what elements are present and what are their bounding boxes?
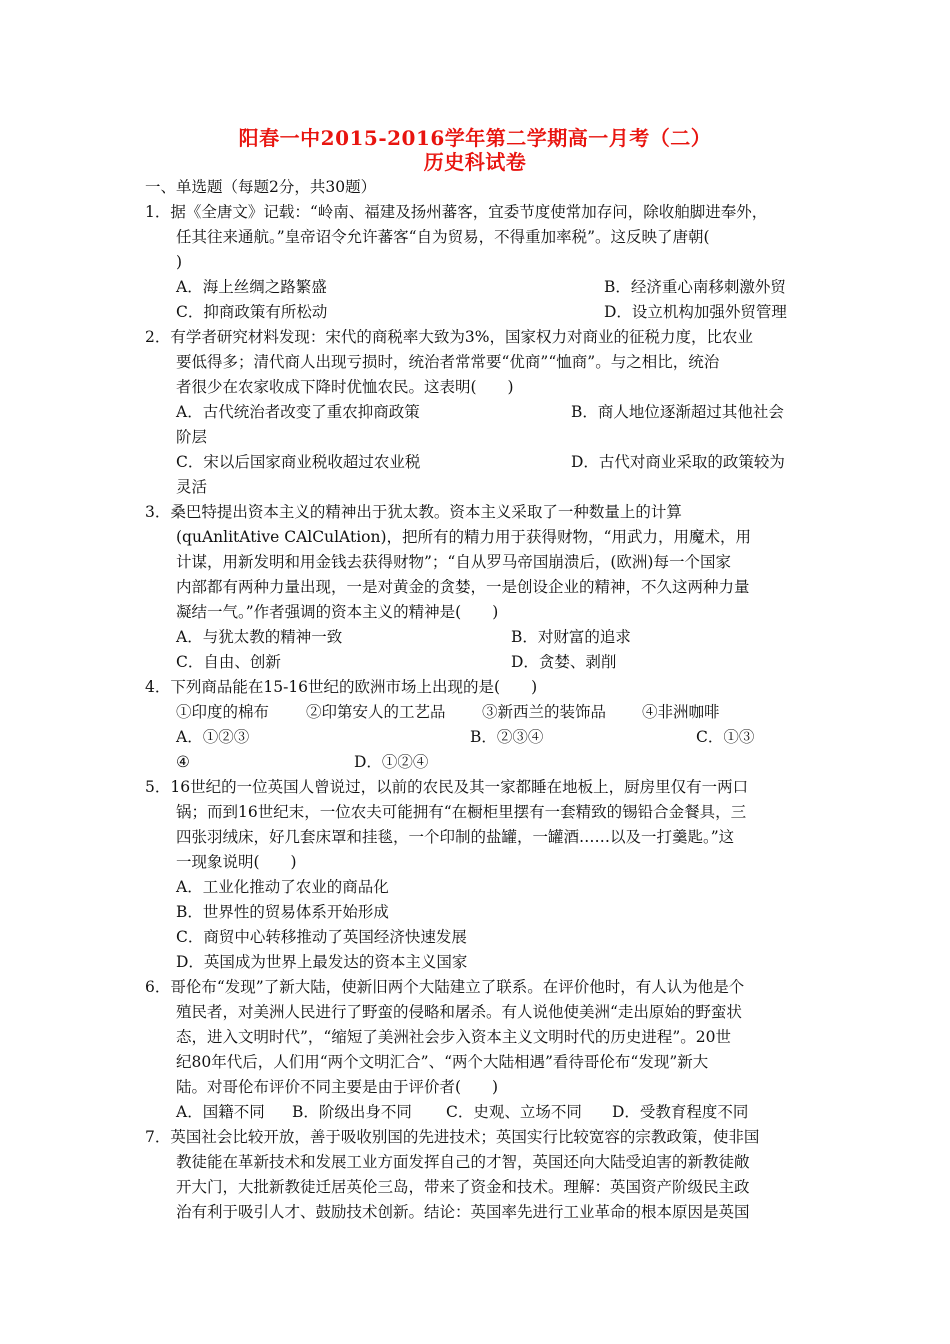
option-a: A．工业化推动了农业的商品化 bbox=[176, 878, 389, 896]
option-c: C．自由、创新 bbox=[176, 653, 281, 671]
option-d-continued: 灵活 bbox=[176, 478, 208, 496]
option-a: A．国籍不同 bbox=[176, 1103, 265, 1121]
question-text-line: 计谋，用新发明和用金钱去获得财物”；“自从罗马帝国崩溃后，(欧洲)每一个国家 bbox=[176, 553, 731, 571]
option-c-continued: ④ bbox=[176, 753, 190, 771]
option-c: C．史观、立场不同 bbox=[446, 1103, 582, 1121]
option-b: B．对财富的追求 bbox=[511, 628, 631, 646]
option-a: A．海上丝绸之路繁盛 bbox=[176, 278, 327, 296]
option-d: D．贪婪、剥削 bbox=[511, 653, 617, 671]
question-text-line: 陆。对哥伦布评价不同主要是由于评价者( ) bbox=[176, 1078, 499, 1096]
option-d: D．受教育程度不同 bbox=[612, 1103, 749, 1121]
question-text-line: 者很少在农家收成下降时优恤农民。这表明( ) bbox=[176, 378, 514, 396]
question-text-line: 纪80年代后，人们用“两个文明汇合”、“两个大陆相遇”看待哥伦布“发现”新大 bbox=[176, 1053, 709, 1071]
page-title: 阳春一中2015-2016学年第二学期高一月考（二） bbox=[238, 126, 712, 150]
question-text-line: 要低得多；清代商人出现亏损时，统治者常常要“优商”“恤商”。与之相比，统治 bbox=[176, 353, 720, 371]
option-b: B．阶级出身不同 bbox=[292, 1103, 412, 1121]
question-text-line: 四张羽绒床，好几套床罩和挂毯，一个印制的盐罐，一罐酒……以及一打羹匙。”这 bbox=[176, 828, 735, 846]
option-c: C．①③ bbox=[696, 728, 755, 746]
option-c: C．商贸中心转移推动了英国经济快速发展 bbox=[176, 928, 467, 946]
option-d: D．古代对商业采取的政策较为 bbox=[571, 453, 785, 471]
question-text-line: 锅；而到16世纪末，一位农夫可能拥有“在橱柜里摆有一套精致的锡铅合金餐具，三 bbox=[176, 803, 747, 821]
option-b-continued: 阶层 bbox=[176, 428, 208, 446]
question-text-line: 1．据《全唐文》记载：“岭南、福建及扬州蕃客，宜委节度使常加存问，除收舶脚进奉外， bbox=[145, 203, 768, 221]
option-d: D．①②④ bbox=[354, 753, 429, 771]
question-text-line: 殖民者，对美洲人民进行了野蛮的侵略和屠杀。有人说他使美洲“走出原始的野蛮状 bbox=[176, 1003, 742, 1021]
item-2: ②印第安人的工艺品 bbox=[306, 703, 446, 721]
question-text-line: 4．下列商品能在15-16世纪的欧洲市场上出现的是( ) bbox=[145, 678, 538, 696]
option-b: B．商人地位逐渐超过其他社会 bbox=[571, 403, 784, 421]
question-text-line: 治有利于吸引人才、鼓励技术创新。结论：英国率先进行工业革命的根本原因是英国 bbox=[176, 1203, 750, 1221]
item-3: ③新西兰的装饰品 bbox=[482, 703, 607, 721]
section-heading: 一、单选题（每题2分，共30题） bbox=[145, 178, 377, 196]
option-d: D．设立机构加强外贸管理 bbox=[604, 303, 787, 321]
question-text-line: ) bbox=[176, 253, 183, 271]
question-text-line: 2．有学者研究材料发现：宋代的商税率大致为3%，国家权力对商业的征税力度，比农业 bbox=[145, 328, 753, 346]
item-1: ①印度的棉布 bbox=[176, 703, 270, 721]
page-subtitle: 历史科试卷 bbox=[423, 150, 527, 174]
question-text-line: 教徒能在革新技术和发展工业方面发挥自己的才智，英国还向大陆受迫害的新教徒敞 bbox=[176, 1153, 750, 1171]
item-4: ④非洲咖啡 bbox=[642, 703, 720, 721]
question-text-line: 开大门，大批新教徒迁居英伦三岛，带来了资金和技术。理解：英国资产阶级民主政 bbox=[176, 1178, 750, 1196]
question-text-line: 6．哥伦布“发现”了新大陆，使新旧两个大陆建立了联系。在评价他时，有人认为他是个 bbox=[145, 978, 745, 996]
question-text-line: 3．桑巴特提出资本主义的精神出于犹太教。资本主义采取了一种数量上的计算 bbox=[145, 503, 682, 521]
question-text-line: 5．16世纪的一位英国人曾说过，以前的农民及其一家都睡在地板上，厨房里仅有一两口 bbox=[145, 778, 749, 796]
option-d: D．英国成为世界上最发达的资本主义国家 bbox=[176, 953, 468, 971]
question-text-line: 凝结一气。”作者强调的资本主义的精神是( ) bbox=[176, 603, 499, 621]
question-text-line: 内部都有两种力量出现，一是对黄金的贪婪，一是创设企业的精神，不久这两种力量 bbox=[176, 578, 750, 596]
option-a: A．与犹太教的精神一致 bbox=[176, 628, 343, 646]
option-c: C．抑商政策有所松动 bbox=[176, 303, 328, 321]
option-b: B．经济重心南移刺激外贸 bbox=[604, 278, 786, 296]
option-a: A．古代统治者改变了重农抑商政策 bbox=[176, 403, 420, 421]
question-text-line: 一现象说明( ) bbox=[176, 853, 297, 871]
option-b: B．②③④ bbox=[470, 728, 544, 746]
option-b: B．世界性的贸易体系开始形成 bbox=[176, 903, 389, 921]
option-c: C．宋以后国家商业税收超过农业税 bbox=[176, 453, 421, 471]
question-text-line: 态，进入文明时代”，“缩短了美洲社会步入资本主义文明时代的历史进程”。20世 bbox=[176, 1028, 731, 1046]
question-text-line: 任其往来通航。”皇帝诏令允许蕃客“自为贸易，不得重加率税”。这反映了唐朝( bbox=[176, 228, 710, 246]
question-text-line: 7．英国社会比较开放，善于吸收别国的先进技术；英国实行比较宽容的宗教政策，使非国 bbox=[145, 1128, 760, 1146]
question-text-line: (quAnlitAtive CAlCulAtion)，把所有的精力用于获得财物，“用武力，用魔术，用 bbox=[176, 528, 751, 546]
option-a: A．①②③ bbox=[176, 728, 250, 746]
